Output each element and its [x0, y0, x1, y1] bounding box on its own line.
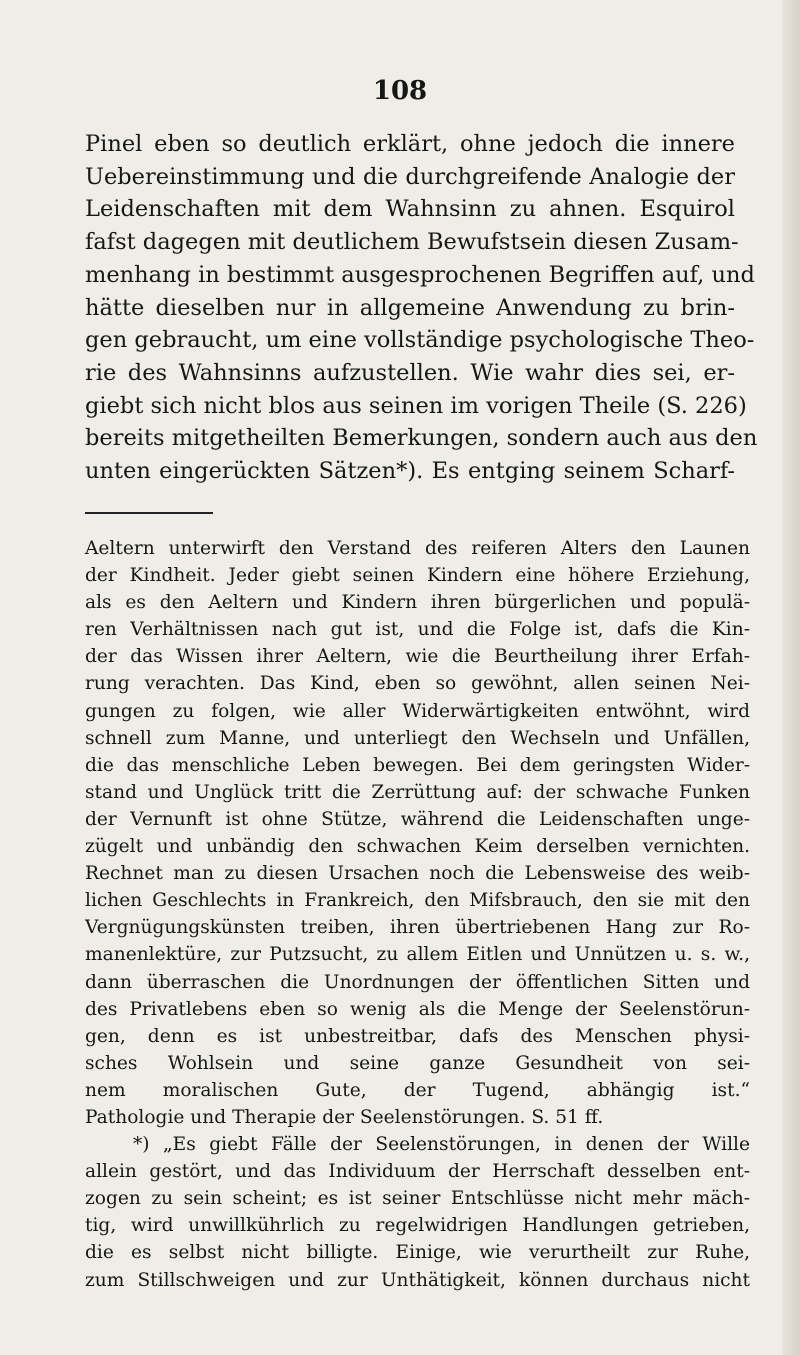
- footnote-line: schnell zum Manne, und unterliegt den Wechseln und Unfällen,: [85, 727, 750, 749]
- footnote-star-line: zum Stillschweigen und zur Unthätigkeit, können durchaus nicht: [85, 1269, 750, 1291]
- footnote-line: Aeltern unterwirft den Verstand des reiferen Alters den Launen: [85, 538, 750, 559]
- text-line: gen gebraucht, um eine vollständige psychologische Theo-: [85, 327, 755, 354]
- text-line: Leidenschaften mit dem Wahnsinn zu ahnen. Esquirol: [85, 196, 735, 223]
- footnote-line: der das Wissen ihrer Aeltern, wie die Beurtheilung ihrer Erfah-: [85, 646, 750, 668]
- text-line: hätte dieselben nur in allgemeine Anwendung zu brin-: [85, 294, 735, 321]
- footnote-line: Rechnet man zu diesen Ursachen noch die Lebensweise des weib-: [85, 863, 750, 885]
- text-line: giebt sich nicht blos aus seinen im vorigen Theile (S. 226): [85, 392, 747, 419]
- text-line: fafst dagegen mit deutlichem Bewufstsein diesen Zusam-: [85, 229, 739, 256]
- text-line: rie des Wahnsinns aufzustellen. Wie wahr dies sei, er-: [85, 359, 735, 386]
- footnote-line: gungen zu folgen, wie aller Widerwärtigkeiten entwöhnt, wird: [85, 700, 750, 722]
- footnote-line: nem moralischen Gute, der Tugend, abhängig ist.“: [85, 1079, 750, 1101]
- footnote-line: zügelt und unbändig den schwachen Keim derselben vernichten.: [85, 836, 750, 858]
- footnote-star-line: *) „Es giebt Fälle der Seelenstörungen, in denen der Wille: [133, 1134, 750, 1156]
- footnote-line: manenlektüre, zur Putzsucht, zu allem Eitlen und Unnützen u. s. w.,: [85, 944, 750, 966]
- footnote-line: rung verachten. Das Kind, eben so gewöhnt, allen seinen Nei-: [85, 673, 750, 695]
- footnote-line: lichen Geschlechts in Frankreich, den Mifsbrauch, den sie mit den: [85, 890, 750, 912]
- footnotes: [85, 535, 750, 1294]
- footnote-line: die das menschliche Leben bewegen. Bei dem geringsten Wider-: [85, 754, 750, 776]
- footnote-divider: [85, 512, 213, 514]
- footnote-line: der Kindheit. Jeder giebt seinen Kindern eine höhere Erziehung,: [85, 565, 750, 587]
- footnote-star-line: die es selbst nicht billigte. Einige, wie verurtheilt zur Ruhe,: [85, 1242, 750, 1264]
- page-edge: [782, 0, 800, 1355]
- footnote-line: des Privatlebens eben so wenig als die Menge der Seelenstörun-: [85, 998, 750, 1020]
- text-line: unten eingerückten Sätzen*). Es entging seinem Scharf-: [85, 458, 735, 485]
- footnote-line: als es den Aeltern und Kindern ihren bürgerlichen und populä-: [85, 592, 750, 614]
- main-text: [85, 128, 758, 488]
- footnote-star-line: allein gestört, und das Individuum der Herrschaft desselben ent-: [85, 1161, 750, 1183]
- footnote-line: gen, denn es ist unbestreitbar, dafs des Menschen physi-: [85, 1025, 750, 1047]
- footnote-source-line: Pathologie und Therapie der Seelenstörungen. S. 51 ff.: [85, 1106, 604, 1128]
- footnote-line: Vergnügungskünsten treiben, ihren übertriebenen Hang zur Ro-: [85, 917, 750, 939]
- text-line: bereits mitgetheilten Bemerkungen, sondern auch aus den: [85, 425, 758, 452]
- footnote-line: dann überraschen die Unordnungen der öffentlichen Sitten und: [85, 971, 750, 993]
- text-line: Uebereinstimmung und die durchgreifende Analogie der: [85, 163, 735, 190]
- footnote-line: ren Verhältnissen nach gut ist, und die Folge ist, dafs die Kin-: [85, 619, 750, 641]
- footnote-line: der Vernunft ist ohne Stütze, während die Leidenschaften unge-: [85, 808, 750, 830]
- footnote-line: sches Wohlsein und seine ganze Gesundheit von sei-: [85, 1052, 750, 1074]
- footnote-star-line: zogen zu sein scheint; es ist seiner Entschlüsse nicht mehr mäch-: [85, 1188, 750, 1210]
- text-line: Pinel eben so deutlich erklärt, ohne jedoch die innere: [85, 131, 735, 157]
- footnote-line: stand und Unglück tritt die Zerrüttung auf: der schwache Funken: [85, 781, 750, 803]
- text-line: menhang in bestimmt ausgesprochenen Begriffen auf, und: [85, 261, 755, 288]
- page-number: 108: [372, 76, 428, 106]
- footnote-star-line: tig, wird unwillkührlich zu regelwidrigen Handlungen getrieben,: [85, 1215, 750, 1237]
